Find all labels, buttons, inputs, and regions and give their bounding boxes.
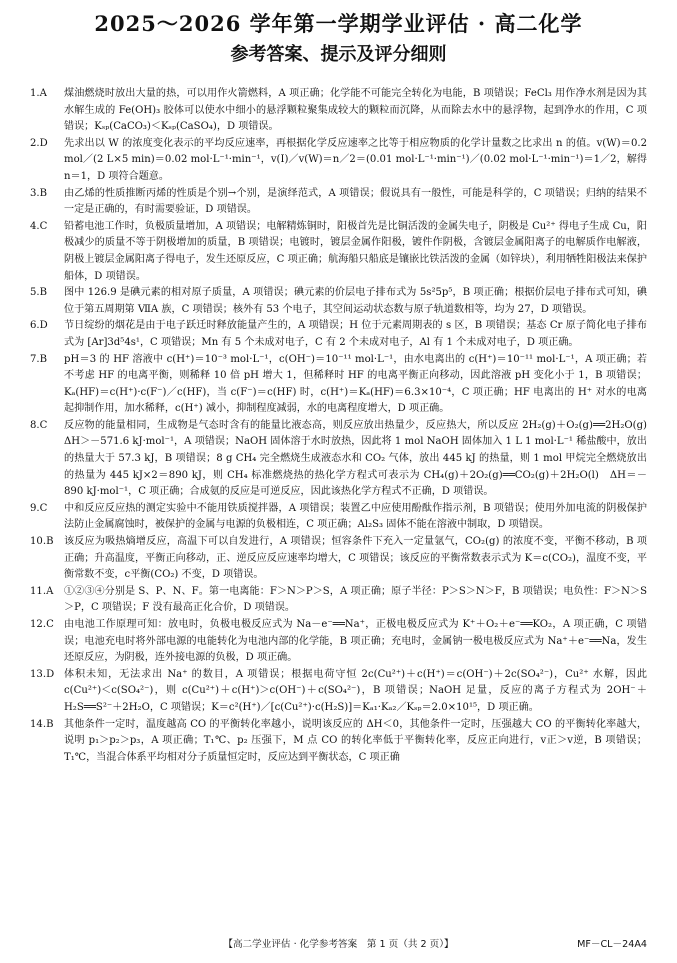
answer-explanation: pH＝3 的 HF 溶液中 c(H⁺)＝10⁻³ mol·L⁻¹，c(OH⁻)＝10⁻¹¹ mol·L⁻¹，由水电离出的 c(H⁺)＝10⁻¹¹ mol·L⁻¹，A 项正确；若不考虑 HF 的电离平衡，则稀释 10 倍 pH 增大 1，但稀释时 HF 的电离平衡正向移动，因此溶液 pH 变化小于 1，B 项错误；Kₐ(HF)＝c(H⁺)·c(F⁻)／c(HF)，当 c(F⁻)＝c(HF) 时，c(H⁺)＝Kₐ(HF)＝6.3×10⁻⁴，C 项正确；HF 电离出的 H⁺ 对水的电离起抑制作用，加水稀释，c(H⁺) 减小，抑制程度减弱，水的电离程度增大，D 项正确。: [64, 353, 647, 415]
answer-choice: A: [39, 88, 47, 99]
page-footer: [30, 937, 647, 953]
question-number: 12.: [30, 619, 47, 630]
answer-item: [30, 318, 647, 351]
answer-explanation: 煤油燃烧时放出大量的热，可以用作火箭燃料，A 项正确；化学能不可能完全转化为电能，B 项错误；FeCl₃ 用作净水剂是因为其水解生成的 Fe(OH)₃ 胶体可以使水中细小的悬浮颗粒聚集成较大的颗粒而沉降，从而除去水中的悬浮物，起到净水的作用，C 项错误；Kₛₚ(CaCO₃)＜Kₛₚ(CaSO₄)，D 项错误。: [64, 88, 647, 133]
answer-item: [30, 584, 647, 617]
answer-item: [30, 501, 647, 534]
answer-explanation: 图中 126.9 是碘元素的相对原子质量，A 项错误；碘元素的价层电子排布式为 5s²5p⁵，B 项正确；根据价层电子排布式可知，碘位于第五周期第 ⅦA 族，C 项错误；核外有 53 个电子，其空间运动状态数与原子轨道数相等，均为 27，D 项错误。: [64, 287, 647, 315]
question-number: 6.: [30, 320, 40, 332]
answer-choice: C: [46, 619, 54, 630]
answer-item: [30, 534, 647, 584]
answer-number: [30, 584, 60, 601]
answer-number: [30, 717, 60, 734]
footer-code: MF－CL－24A4: [577, 939, 647, 950]
page-subtitle: 参考答案、提示及评分细则: [230, 44, 447, 65]
answer-choice: A: [46, 585, 54, 597]
answer-explanation: 该反应为吸热熵增反应，高温下可以自发进行，A 项错误；恒容条件下充入一定量氩气，CO₂(g) 的浓度不变，平衡不移动，B 项正确；升高温度，平衡正向移动，正、逆反应反应速率均增大，C 项错误；该反应的平衡常数表示式为 K＝c(CO₂)，温度不变，平衡常数不变，c平衡(CO₂) 不变，D 项错误。: [64, 536, 647, 581]
question-number: 13.: [30, 668, 47, 680]
answer-choice: C: [39, 419, 48, 431]
answer-number: [30, 617, 60, 634]
answer-choice: B: [46, 536, 54, 548]
question-number: 7.: [30, 353, 40, 365]
answer-number: [30, 318, 60, 335]
question-number: 11.: [30, 585, 47, 597]
answer-explanation: 中和反应反应热的测定实验中不能用铁质搅拌器，A 项错误；装置乙中应使用酚酞作指示剂，B 项错误；使用外加电流的阴极保护法防止金属腐蚀时，被保护的金属与电源的负极相连，C 项正确；Al₂S₃ 固体不能在溶液中制取，D 项错误。: [64, 502, 647, 531]
answer-choice: C: [39, 502, 48, 514]
answer-choice: D: [39, 320, 48, 332]
answer-list: [30, 86, 658, 766]
answer-explanation: 由电池工作原理可知：放电时，负极电极反应式为 Na－e⁻══Na⁺，正极电极反应式为 K⁺＋O₂＋e⁻══KO₂，A 项正确，C 项错误；电池充电时将外部电源的电能转化为电池内部的化学能，B 项正确；充电时，金属钠一极电极反应式为 Na⁺＋e⁻══Na，发生还原反应，为阴极，连外接电源的负极，D 项正确。: [64, 619, 647, 664]
answer-number: [30, 136, 60, 153]
answer-choice: C: [39, 220, 48, 232]
answer-explanation: 其他条件一定时，温度越高 CO 的平衡转化率越小，说明该反应的 ΔH＜0，其他条件一定时，压强越大 CO 的平衡转化率越大，说明 p₁＞p₂＞p₃，A 项正确；T₁℃、p₂ 压强下，M 点 CO 的转化率低于平衡转化率，反应正向进行，v正＞v逆，B 项错误；T₁℃，当混合体系平均相对分子质量恒定时，反应达到平衡状态，C 项正确: [64, 718, 647, 763]
answer-choice: B: [39, 353, 48, 365]
answer-choice: D: [39, 137, 48, 149]
answer-item: [30, 717, 647, 767]
answer-explanation: 节日绽纷的烟花是由于电子跃迁时释放能量产生的，A 项错误；H 位于元素周期表的 s 区，B 项错误；基态 Cr 原子简化电子排布式为 [Ar]3d⁵4s¹，C 项错误；Mn 有 5 个未成对电子，C 有 2 个未成对电子，Al 有 1 个未成对电子，D 项正确。: [64, 320, 647, 348]
question-number: 2.: [30, 137, 40, 149]
answer-number: [30, 501, 60, 518]
answer-item: [30, 186, 647, 219]
answer-item: [30, 285, 647, 318]
question-number: 5.: [30, 287, 40, 299]
answer-choice: B: [39, 287, 48, 299]
footer-page-info: 【高二学业评估 · 化学参考答案 第 1 页（共 2 页）】: [223, 939, 454, 950]
question-number: 3.: [30, 187, 40, 199]
answer-explanation: 铅蓄电池工作时，负极质量增加，A 项错误；电解精炼铜时，阳极首先是比铜活泼的金属失电子，阴极是 Cu²⁺ 得电子生成 Cu，阳极减少的质量不等于阴极增加的质量，B 项错误；电镀时，镀层金属作阳极，镀件作阴极，含镀层金属阳离子的电解质作电解液，阴极上镀层金属阳离子得电子，发生还原反应，C 项正确；航海船只船底是镶嵌比铁活泼的金属（如锌块），利用牺牲阳极法来保护船体，D 项错误。: [64, 220, 647, 282]
answer-explanation: ①②③④分别是 S、P、N、F。第一电离能：F＞N＞P＞S，A 项正确；原子半径：P＞S＞N＞F，B 项错误；电负性：F＞N＞S＞P，C 项错误；F 没有最高正化合价，D 项错误。: [64, 585, 647, 614]
answer-number: [30, 186, 60, 203]
answer-choice: B: [46, 718, 54, 730]
page-title: 2025～2026 学年第一学期学业评估 · 高二化学: [94, 11, 583, 36]
question-number: 14.: [30, 718, 47, 730]
answer-number: [30, 667, 60, 684]
answer-explanation: 反应物的能量相同，生成物是气态时含有的能量比液态高，则反应放出热量少，反应热大，所以反应 2H₂(g)＋O₂(g)══2H₂O(g) ΔH＞－571.6 kJ·mol⁻¹，A 项错误；NaOH 固体溶于水时放热，因此将 1 mol NaOH 固体加入 1 L 1 mol·L⁻¹ 稀盐酸中，放出的热量大于 57.3 kJ，B 项错误；8 g CH₄ 完全燃烧生成液态水和 CO₂ 气体，放出 445 kJ 的热量，则 1 mol 甲烷完全燃烧放出的热量为 445 kJ×2＝890 kJ，则 CH₄ 标准燃烧热的热化学方程式可表示为 CH₄(g)＋2O₂(g)══CO₂(g)＋2H₂O(l) ΔH＝－890 kJ·mol⁻¹，C 项正确；合成氨的反应是可逆反应，因此该热化学方程式不正确，D 项错误。: [64, 419, 658, 498]
answer-number: [30, 285, 60, 302]
answer-item: [30, 352, 647, 418]
question-number: 4.: [30, 220, 40, 232]
answer-item: [30, 418, 658, 501]
answer-item: [30, 136, 647, 186]
question-number: 10.: [30, 536, 47, 548]
answer-number: [30, 86, 60, 103]
answer-number: [30, 418, 60, 435]
question-number: 9.: [30, 502, 40, 514]
answer-explanation: 先求出以 W 的浓度变化表示的平均反应速率，再根据化学反应速率之比等于相应物质的化学计量数之比求出 n 的值。v(W)＝0.2 mol／(2 L×5 min)＝0.02 mol·L⁻¹·min⁻¹，v(I)／v(W)＝n／2＝(0.01 mol·L⁻¹·min⁻¹)／(0.02 mol·L⁻¹·min⁻¹)＝1／2，解得 n＝1，D 项符合题意。: [64, 137, 647, 182]
answer-number: [30, 534, 60, 551]
answer-item: [30, 219, 647, 285]
answer-explanation: 体积未知，无法求出 Na⁺ 的数目，A 项错误；根据电荷守恒 2c(Cu²⁺)＋c(H⁺)＝c(OH⁻)＋2c(SO₄²⁻)，Cu²⁺ 水解，因此 c(Cu²⁺)＜c(SO₄²⁻)，则 c(Cu²⁺)＋c(H⁺)＞c(OH⁻)＋c(SO₄²⁻)，B 项错误；NaOH 足量，反应的离子方程式为 2OH⁻＋H₂S══S²⁻＋2H₂O，C 项错误；K＝c²(H⁺)／[c(Cu²⁺)·c(H₂S)]＝Kₐ₁·Kₐ₂／Kₛₚ＝2.0×10¹⁵，D 项正确。: [64, 668, 647, 713]
answer-choice: D: [46, 668, 55, 680]
answer-item: [30, 86, 647, 136]
answer-explanation: 由乙烯的性质推断丙烯的性质是个别→个别，是演绎范式，A 项错误；假说具有一般性，可能是科学的，C 项错误；归纳的结果不一定是正确的，有时需要验证，D 项错误。: [64, 187, 647, 216]
question-number: 1.: [30, 88, 40, 99]
question-number: 8.: [30, 419, 40, 431]
answer-item: [30, 617, 647, 667]
answer-choice: B: [39, 187, 48, 199]
answer-number: [30, 352, 60, 369]
answer-number: [30, 219, 60, 236]
answer-item: [30, 667, 647, 717]
